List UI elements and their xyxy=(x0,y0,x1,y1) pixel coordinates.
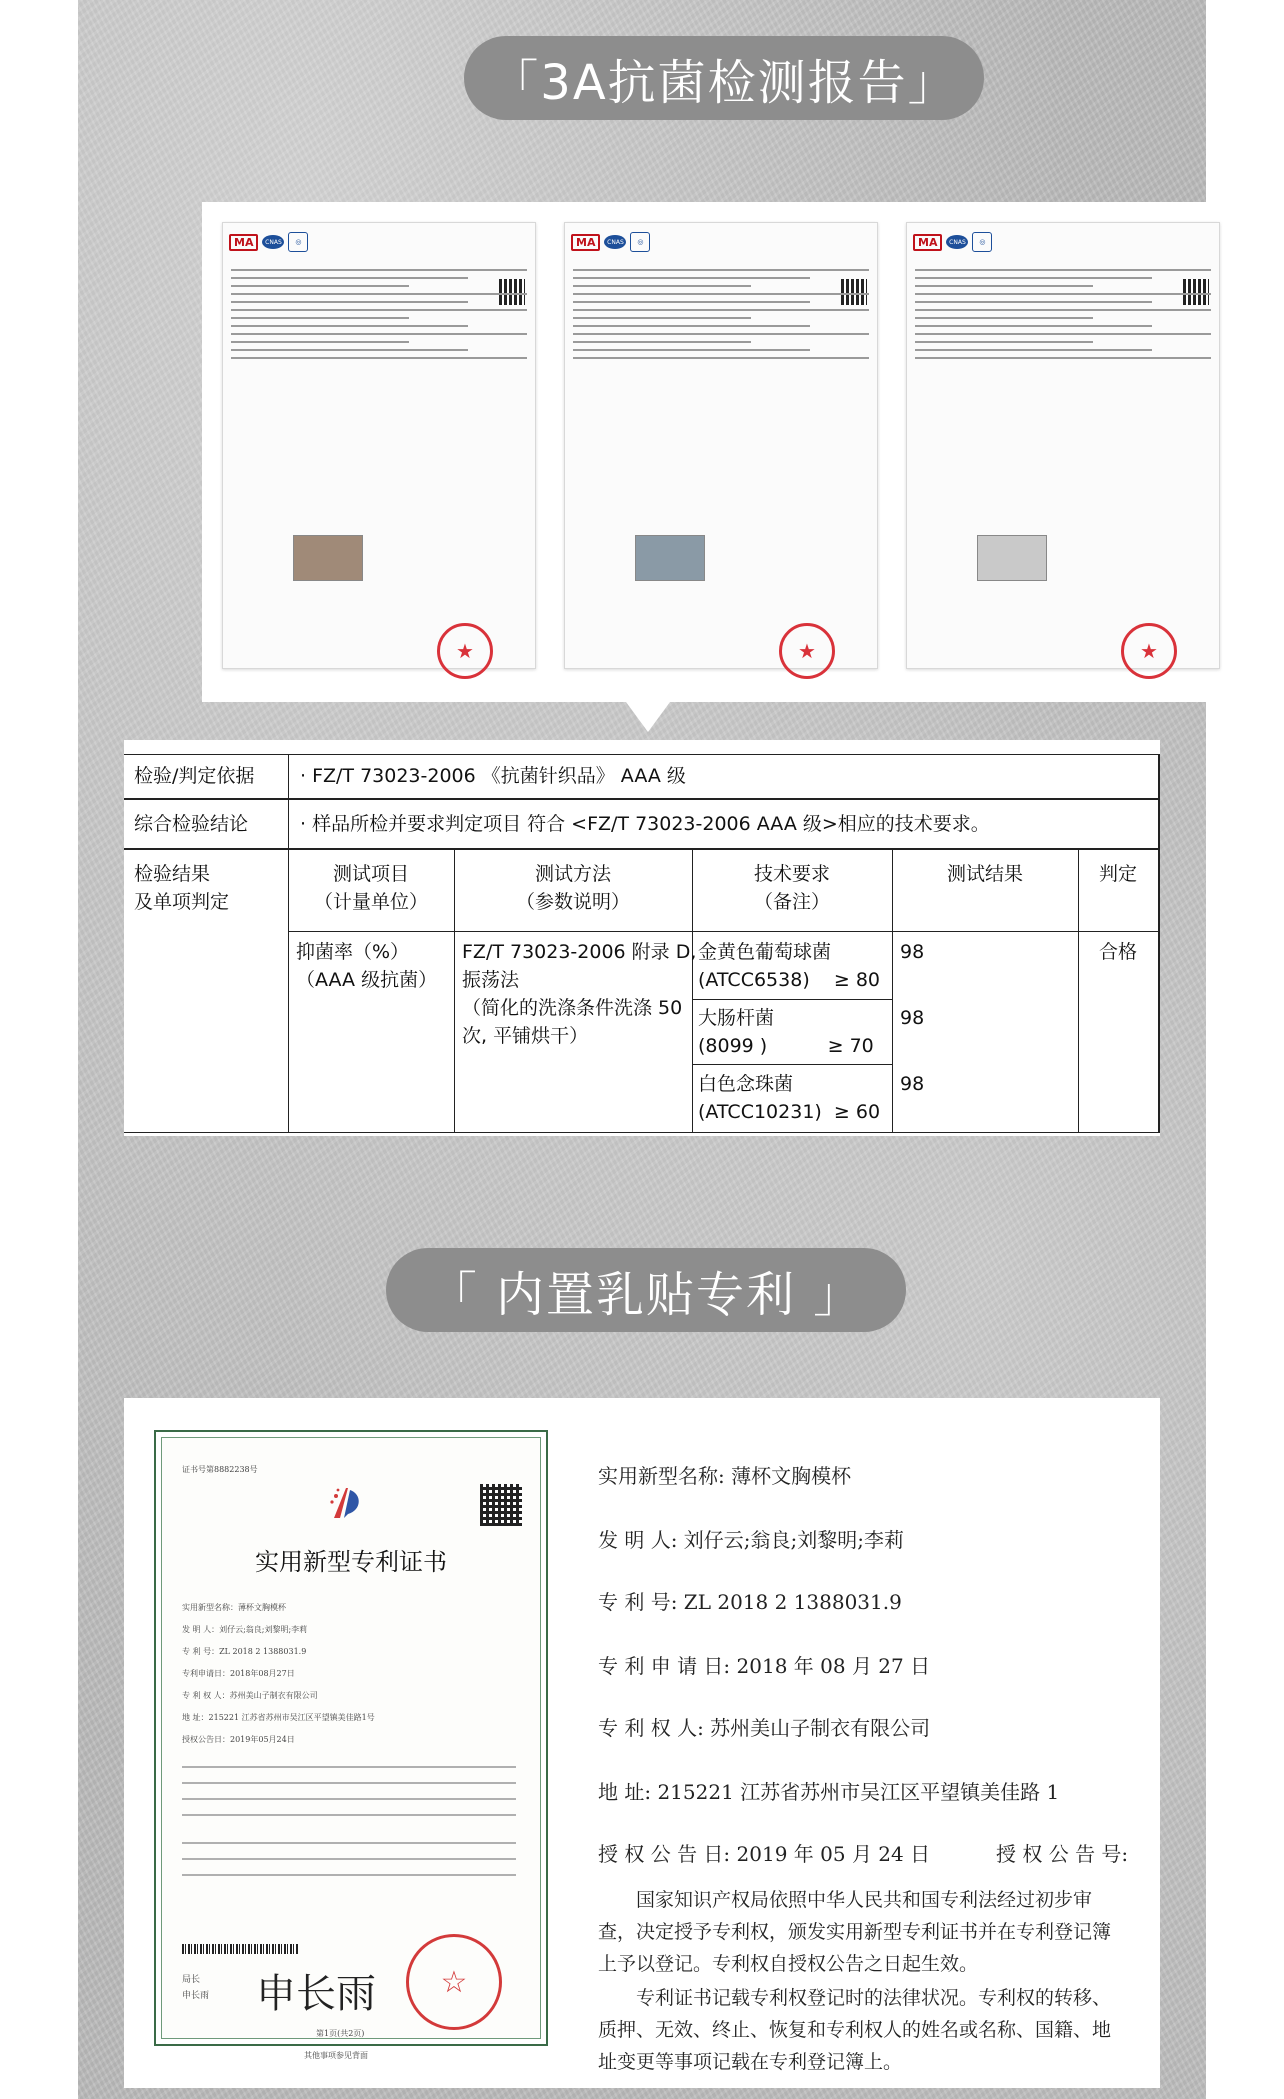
bacteria-name: 白色念珠菌 xyxy=(698,1073,794,1095)
cnas-logo: CNAS xyxy=(946,235,968,249)
lab-logo-icon: ◎ xyxy=(630,232,650,252)
patent-grant-date: 授 权 公 告 日: 2019 年 05 月 24 日 xyxy=(598,1842,931,1866)
test-report-2 xyxy=(564,222,878,669)
result-label: 检验结果 xyxy=(134,863,211,885)
cert-field: 专利申请日：2018年08月27日 xyxy=(182,1669,295,1678)
test-result-value: 98 xyxy=(900,941,925,963)
report-logos xyxy=(571,231,871,253)
test-method-line2: 振荡法 xyxy=(462,969,520,991)
report-logos xyxy=(913,231,1213,253)
barcode-icon xyxy=(182,1944,298,1954)
red-seal-icon: ★ xyxy=(1121,623,1177,679)
report-text-lines xyxy=(915,263,1211,643)
col-requirement-header-2: （备注） xyxy=(753,891,830,913)
report-logos xyxy=(229,231,529,253)
qr-code-icon xyxy=(480,1484,522,1526)
certificate-title: 实用新型专利证书 xyxy=(255,1548,447,1576)
red-seal-icon: ★ xyxy=(437,623,493,679)
fabric-swatch-white xyxy=(977,535,1047,581)
report-images-panel xyxy=(202,202,1238,702)
test-method-line4: 次, 平铺烘干） xyxy=(462,1025,589,1047)
red-seal-icon: ★ xyxy=(779,623,835,679)
fabric-swatch-grey xyxy=(635,535,705,581)
col-requirement-header: 技术要求 xyxy=(753,863,830,885)
patent-inventors: 发 明 人: 刘仔云;翁良;刘黎明;李莉 xyxy=(598,1528,905,1552)
col-method-header-2: （参数说明） xyxy=(515,891,630,913)
national-seal-icon: ☆ xyxy=(406,1934,502,2030)
patent-grant-number-label: 授 权 公 告 号: xyxy=(996,1842,1129,1866)
col-item-header: 测试项目 xyxy=(332,863,409,885)
director-name: 申长雨 xyxy=(182,1991,210,2001)
col-item-header-2: （计量单位） xyxy=(313,891,428,913)
test-result-table xyxy=(124,740,1160,1136)
conclusion-value: · 样品所检并要求判定项目 符合 <FZ/T 73023-2006 AAA 级>相应的技术要求。 xyxy=(300,813,990,835)
cnas-logo: CNAS xyxy=(604,235,626,249)
bacteria-spec: (ATCC10231) ≥ 60 xyxy=(698,1101,881,1123)
cert-field: 实用新型名称：薄杯文胸模杯 xyxy=(182,1603,286,1612)
director-label: 局长 xyxy=(182,1975,201,1985)
lab-logo-icon: ◎ xyxy=(972,232,992,252)
section-title-antibacterial: 「3A抗菌检测报告」 xyxy=(464,36,984,120)
test-report-1 xyxy=(222,222,536,669)
bacteria-name: 大肠杆菌 xyxy=(698,1007,775,1029)
patent-certificate-image xyxy=(154,1430,548,2046)
test-result-value: 98 xyxy=(900,1073,925,1095)
test-method-line1: FZ/T 73023-2006 附录 D, xyxy=(462,941,697,963)
section-title-patent: 「 内置乳贴专利 」 xyxy=(386,1248,906,1332)
basis-value: · FZ/T 73023-2006 《抗菌针织品》 AAA 级 xyxy=(300,765,686,787)
bacteria-spec: (ATCC6538) ≥ 80 xyxy=(698,969,881,991)
cnipa-emblem-icon xyxy=(326,1484,366,1524)
cert-field: 授权公告日：2019年05月24日 xyxy=(182,1735,295,1744)
col-result-header: 测试结果 xyxy=(946,863,1023,885)
cert-footer: 其他事项参见背面 xyxy=(304,2051,368,2060)
cma-logo: MA xyxy=(913,234,942,251)
test-report-3 xyxy=(906,222,1220,669)
cert-page: 第1页(共2页) xyxy=(316,2029,365,2038)
basis-label: 检验/判定依据 xyxy=(134,765,255,787)
test-result-value: 98 xyxy=(900,1007,925,1029)
cma-logo: MA xyxy=(229,234,258,251)
cert-field: 发 明 人：刘仔云;翁良;刘黎明;李莉 xyxy=(182,1625,308,1634)
cert-field: 专 利 权 人：苏州美山子制衣有限公司 xyxy=(182,1691,318,1700)
test-method-line3: （简化的洗涤条件洗涤 50 xyxy=(462,997,683,1019)
patent-name: 实用新型名称: 薄杯文胸模杯 xyxy=(598,1464,852,1488)
fabric-swatch-brown xyxy=(293,535,363,581)
report-text-lines xyxy=(231,263,527,643)
conclusion-label: 综合检验结论 xyxy=(134,813,249,835)
callout-pointer xyxy=(626,702,670,732)
cert-number: 证书号第8882238号 xyxy=(182,1465,258,1474)
patent-number: 专 利 号: ZL 2018 2 1388031.9 xyxy=(598,1590,902,1614)
patent-statement-2: 专利证书记载专利权登记时的法律状况。专利权的转移、质押、无效、终止、恢复和专利权人的姓名或名称、国籍、地址变更等事项记载在专利登记簿上。 xyxy=(598,1987,1112,2073)
test-item: 抑菌率（%） xyxy=(296,941,410,963)
test-item-grade: （AAA 级抗菌） xyxy=(296,969,438,991)
result-label-2: 及单项判定 xyxy=(134,891,230,913)
patent-apply-date: 专 利 申 请 日: 2018 年 08 月 27 日 xyxy=(598,1654,931,1678)
patent-holder: 专 利 权 人: 苏州美山子制衣有限公司 xyxy=(598,1716,931,1740)
lab-logo-icon: ◎ xyxy=(288,232,308,252)
patent-statement-1: 国家知识产权局依照中华人民共和国专利法经过初步审查，决定授予专利权，颁发实用新型专利证书并在专利登记簿上予以登记。专利权自授权公告之日起生效。 xyxy=(598,1889,1112,1975)
bacteria-spec: (8099 ) ≥ 70 xyxy=(698,1035,874,1057)
verdict-value: 合格 xyxy=(1098,941,1137,963)
director-signature: 申长雨 xyxy=(256,1971,376,2017)
cert-field: 地 址：215221 江苏省苏州市吴江区平望镇美佳路1号 xyxy=(182,1713,375,1722)
cnas-logo: CNAS xyxy=(262,235,284,249)
bacteria-name: 金黄色葡萄球菌 xyxy=(698,941,832,963)
patent-panel xyxy=(124,1398,1160,2088)
report-text-lines xyxy=(573,263,869,643)
col-method-header: 测试方法 xyxy=(534,863,611,885)
cert-field: 专 利 号：ZL 2018 2 1388031.9 xyxy=(182,1647,307,1656)
patent-address: 地 址: 215221 江苏省苏州市吴江区平望镇美佳路 1 xyxy=(598,1780,1060,1804)
col-verdict-header: 判定 xyxy=(1098,863,1137,885)
cma-logo: MA xyxy=(571,234,600,251)
